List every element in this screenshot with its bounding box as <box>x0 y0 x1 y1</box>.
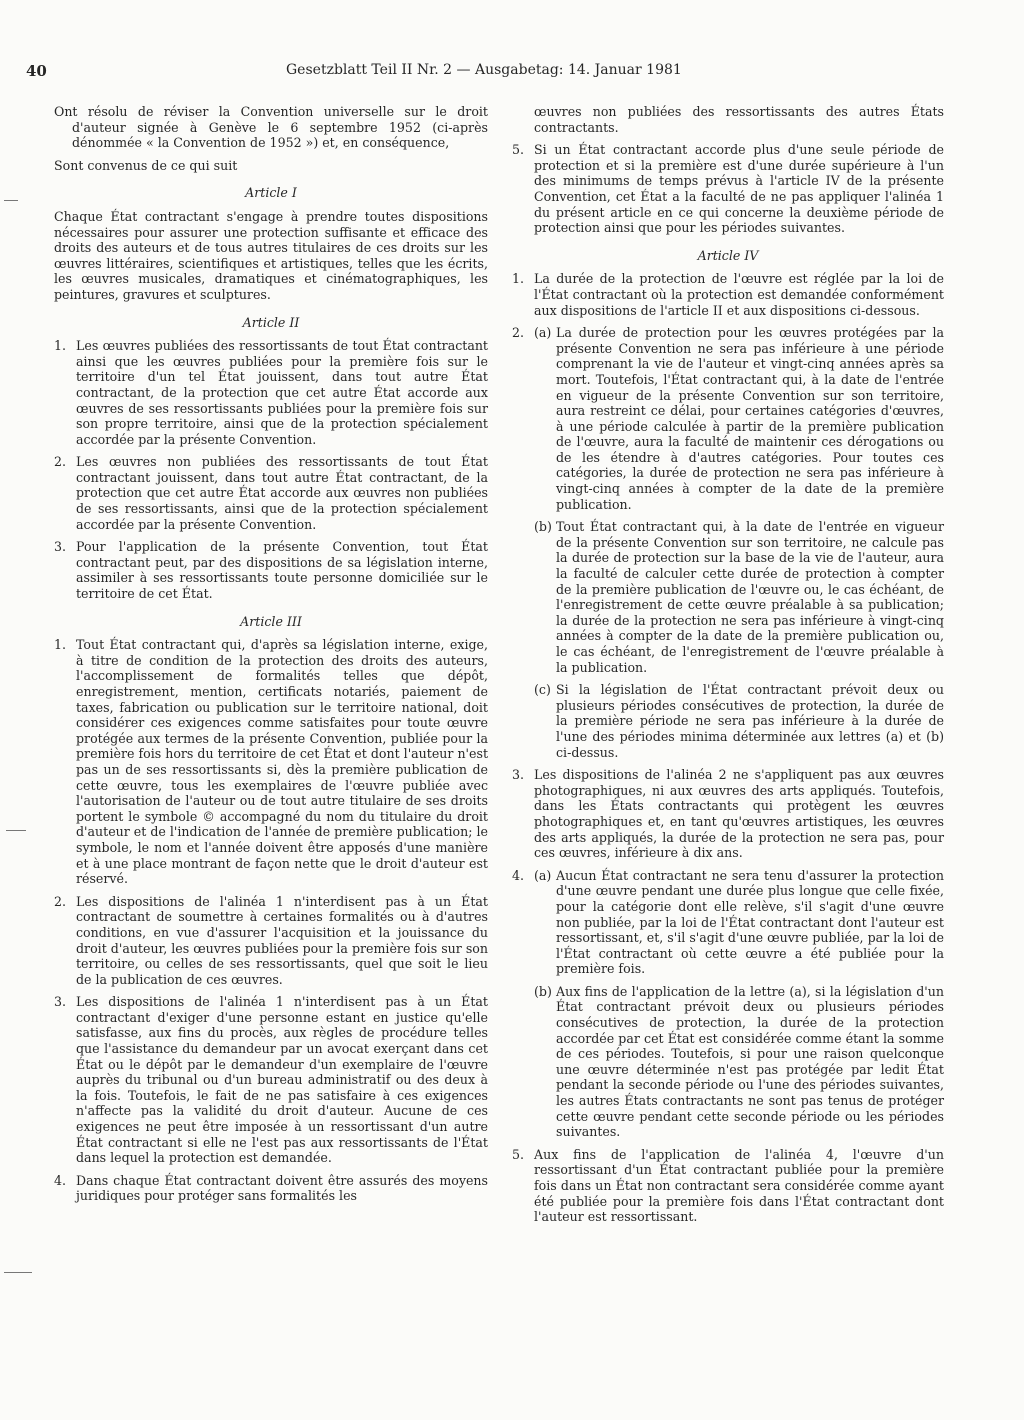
item-text: La durée de la protection de l'œuvre est réglée par la loi de l'État contractant où la protection est demandée conformément aux dispositions de l'article II et aux dispositions ci-dessous. <box>534 271 944 318</box>
list-item <box>54 338 488 447</box>
item-text: Si la législation de l'État contractant prévoit deux ou plusieurs périodes consécutives de protection, la durée de la première période ne sera pas inférieure à la durée de l'une des périodes minima déterminée aux lettres (a) et (b) ci-dessus. <box>556 682 944 760</box>
list-item <box>512 1147 944 1225</box>
article-1-text: Chaque État contractant s'engage à prendre toutes dispositions nécessaires pour assurer une protection suffisante et efficace des droits des auteurs et de tous autres titulaires de ces droits sur les œuvres littéraires, scientifiques et artistiques, telles que les écrits, les œuvres musicales, dramatiques et cinématographiques, les peintures, gravures et sculptures. <box>54 208 488 302</box>
item-letter: (c) <box>534 682 551 698</box>
item-text: La durée de protection pour les œuvres protégées par la présente Convention ne sera pas inférieure à une période comprenant la vie de l'auteur et vingt-cinq années après sa mort. Toutefois, l'État contractant qui, à la date de l'entrée en vigueur de la présente Convention sur son territoire, aura restreint ce délai, pour certaines catégories d'œuvres, à une période calculée à partir de la première publication de l'œuvre, aura la faculté de maintenir ces dérogations ou de les étendre à d'autres catégories. Pour toutes ces catégories, la durée de protection ne sera pas inférieure à vingt-cinq années à compter de la date de la première publication. <box>556 325 944 512</box>
item-text: Tout État contractant qui, à la date de l'entrée en vigueur de la présente Convention sur son territoire, ne calcule pas la durée de protection sur la base de la vie de l'auteur, aura la faculté de calculer cette durée de protection à compter de la première publication de l'œuvre ou, le cas échéant, de l'enregistrement de cette œuvre préalable à sa publication; la durée de la protection ne sera pas inférieure à vingt-cinq années à compter de la date de la première publication ou, le cas échéant, de l'enregistrement de l'œuvre préalable à la publication. <box>556 519 944 675</box>
item-number: 1. <box>54 637 67 653</box>
item-text: œuvres non publiées des ressortissants des autres États contractants. <box>534 104 944 135</box>
list-item <box>54 454 488 532</box>
continued-text <box>512 104 944 135</box>
item-letter: (b) <box>534 519 552 535</box>
item-text: Tout État contractant qui, d'après sa législation interne, exige, à titre de condition de la protection des droits des auteurs, l'accomplissement de formalités telles que dépôt, enregistrement, mention, certificats notariés, paiement de taxes, fabrication ou publication sur le territoire national, doit considérer ces exigences comme satisfaites pour toute œuvre protégée aux termes de la présente Convention, publiée pour la première fois hors du territoire de cet État et dont l'auteur n'est pas un de ses ressortissants si, dès la première publication de cette œuvre, tous les exemplaires de l'œuvre publiée avec l'autorisation de l'auteur ou de tout autre titulaire de ses droits portent le symbole © accompagné du nom du titulaire du droit d'auteur et de l'indication de l'année de première publication; le symbole, le nom et l'année doivent être apposés d'une manière et à une place montrant de façon nette que le droit d'auteur est réservé. <box>76 637 488 887</box>
item-number: 1. <box>54 338 67 354</box>
item-text: Les dispositions de l'alinéa 2 ne s'appliquent pas aux œuvres photographiques, ni aux œuvres des arts appliqués. Toutefois, dans les États contractants qui protègent les œuvres photographiques et, en tant qu'œuvres artistiques, les œuvres des arts appliqués, la durée de la protection ne sera pas, pour ces œuvres, inférieure à dix ans. <box>534 767 944 861</box>
left-column <box>54 104 488 1211</box>
running-title: Gesetzblatt Teil II Nr. 2 — Ausgabetag: 14. Januar 1981 <box>286 62 682 78</box>
list-item <box>512 868 944 977</box>
item-letter: (b) <box>534 983 552 999</box>
margin-mark <box>4 1272 32 1273</box>
list-item <box>54 994 488 1166</box>
list-item <box>512 984 944 1140</box>
list-item <box>512 142 944 236</box>
article-2-title: Article II <box>242 314 300 330</box>
item-text: Pour l'application de la présente Convention, tout État contractant peut, par des dispositions de sa législation interne, assimiler à ses ressortissants toute personne domiciliée sur le territoire de cet État. <box>76 539 488 602</box>
item-number: 3. <box>54 994 67 1010</box>
list-item <box>512 767 944 861</box>
list-item <box>512 519 944 675</box>
item-number: 3. <box>512 767 525 783</box>
item-text: Si un État contractant accorde plus d'une seule période de protection et si la première est d'une durée supérieure à l'un des minimums de temps prévus à l'article IV de la présente Convention, cet État a la faculté de ne pas appliquer l'alinéa 1 du présent article en ce qui concerne la deuxième période de protection ainsi que pour les périodes suivantes. <box>534 142 944 236</box>
article-4-title: Article IV <box>697 247 759 263</box>
page-header <box>26 62 682 84</box>
list-item <box>512 682 944 760</box>
item-number: 2. <box>54 454 67 470</box>
item-number: 4. <box>512 867 525 883</box>
item-text: Dans chaque État contractant doivent être assurés des moyens juridiques pour protéger sans formalités les <box>76 1172 488 1204</box>
item-text: Les œuvres publiées des ressortissants de tout État contractant ainsi que les œuvres publiées pour la première fois sur le territoire d'un tel État jouissent, dans tout autre État contractant, de la protection que cet autre État accorde aux œuvres de ses ressortissants publiées pour la première fois sur son propre territoire, ainsi que de la protection spécialement accordée par la présente Convention. <box>76 338 488 447</box>
item-text: Aux fins de l'application de l'alinéa 4, l'œuvre d'un ressortissant d'un État contractant publiée pour la première fois dans un État non contractant sera considérée comme ayant été publiée pour la première fois dans l'État contractant dont l'auteur est ressortissant. <box>534 1146 944 1225</box>
agreed-line: Sont convenus de ce qui suit <box>54 157 238 173</box>
item-text: Les œuvres non publiées des ressortissants de tout État contractant jouissent, dans tout autre État contractant, de la protection que cet autre État accorde aux œuvres non publiées de ses ressortissants, ainsi que de la protection spécialement accordée par la présente Convention. <box>76 454 488 532</box>
intro-paragraph: Ont résolu de réviser la Convention universelle sur le droit d'auteur signée à Genève le 6 septembre 1952 (ci-après dénommée « la Convention de 1952 ») et, en conséquence, <box>54 104 488 151</box>
item-number: 5. <box>512 1146 525 1162</box>
item-number: 2. <box>54 893 67 909</box>
item-text: Les dispositions de l'alinéa 1 n'interdisent pas à un État contractant d'exiger d'une personne estant en justice qu'elle satisfasse, aux fins du procès, aux règles de procédure telles que l'assistance du demandeur par un avocat exerçant dans cet État ou le dépôt par le demandeur d'un exemplaire de l'œuvre auprès du tribunal ou d'un bureau administratif ou des deux à la fois. Toutefois, le fait de ne pas satisfaire à ces exigences n'affecte pas la validité du droit d'auteur. Aucune de ces exigences ne peut être imposée à un ressortissant d'un autre État contractant si elle ne l'est pas aux ressortissants de l'État dans lequel la protection est demandée. <box>76 994 488 1166</box>
item-number: 5. <box>512 142 525 158</box>
item-number: 3. <box>54 539 67 555</box>
item-number: 1. <box>512 271 525 287</box>
list-item <box>54 539 488 601</box>
item-number: 2. <box>512 325 525 341</box>
item-letter: (a) <box>534 867 552 883</box>
list-item <box>512 325 944 512</box>
list-item <box>54 894 488 988</box>
list-item <box>54 637 488 887</box>
list-item <box>512 271 944 318</box>
list-item <box>54 1173 488 1204</box>
item-text: Aux fins de l'application de la lettre (a), si la législation d'un État contractant prévoit deux ou plusieurs périodes consécutives de protection, la durée de la protection accordée par cet État est considérée comme étant la somme de ces périodes. Toutefois, si pour une raison quelconque une œuvre déterminée n'est pas protégée par ledit État pendant la seconde période ou l'une des périodes suivantes, les autres États contractants ne sont pas tenus de protéger cette œuvre pendant cette seconde période ou les périodes suivantes. <box>556 983 944 1140</box>
article-1-title: Article I <box>245 185 297 201</box>
margin-mark <box>4 200 18 201</box>
margin-mark <box>6 830 26 831</box>
item-number: 4. <box>54 1172 67 1188</box>
item-letter: (a) <box>534 325 552 341</box>
article-3-title: Article III <box>240 613 302 629</box>
item-text: Aucun État contractant ne sera tenu d'assurer la protection d'une œuvre pendant une durée plus longue que celle fixée, pour la catégorie dont elle relève, s'il s'agit d'une œuvre non publiée, par la loi de l'État contractant dont l'auteur est ressortissant, et, s'il s'agit d'une œuvre publiée, par la loi de l'État contractant où cette œuvre a été publiée pour la première fois. <box>556 867 944 977</box>
right-column <box>512 104 944 1232</box>
page-number: 40 <box>26 62 47 80</box>
item-text: Les dispositions de l'alinéa 1 n'interdisent pas à un État contractant de soumettre à certaines formalités ou à d'autres conditions, en vue d'assurer l'acquisition et la jouissance du droit d'auteur, les œuvres publiées pour la première fois sur son territoire, ou celles de ses ressortissants, quel que soit le lieu de la publication de ces œuvres. <box>76 893 488 987</box>
